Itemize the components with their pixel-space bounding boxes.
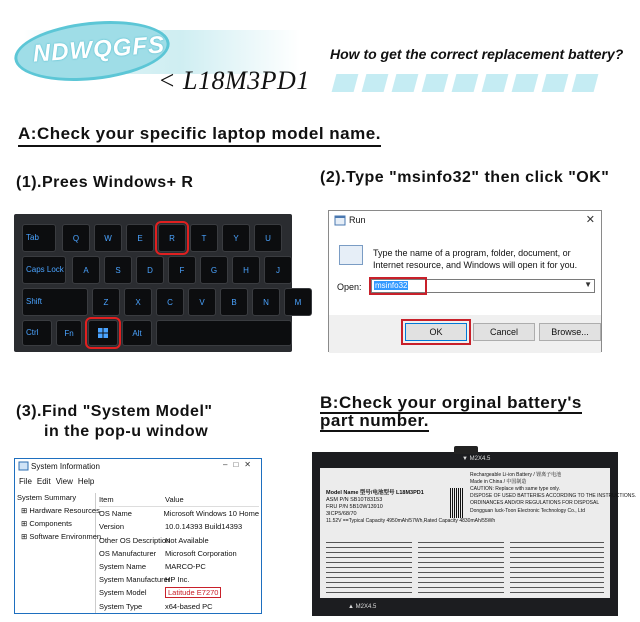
key-d: D [136,256,164,284]
battery-asm-pn: ASM P/N SB10T83153 [326,497,383,503]
row-item: System Model [99,588,147,598]
tree-item-hardware[interactable]: ⊞ Hardware Resources [21,506,100,515]
step3-title [16,402,212,442]
battery-fru-pn: FRU P/N 5B10W13910 [326,504,383,510]
key-v: V [188,288,216,316]
section-b-title [320,394,582,430]
table-row[interactable] [99,547,259,560]
cancel-button[interactable]: Cancel [473,323,535,341]
section-a-title: A:Check your specific laptop model name. [18,124,381,147]
key-u: U [254,224,282,252]
barcode-icon [450,488,464,518]
row-item: Other OS Description [99,535,171,545]
windows-logo-icon [98,328,108,338]
menu-view[interactable]: View [55,477,73,486]
step3-line2: in the pop-u window [44,423,209,440]
tree-item-label: Hardware Resources [29,506,100,515]
key-m: M [284,288,312,316]
row-value: 10.0.14393 Build14393 [165,522,243,532]
key-r: R [158,224,186,252]
brand-logo: NDWQGFS [32,31,166,68]
row-value: Microsoft Corporation [165,548,237,558]
key-g: G [200,256,228,284]
row-item: Version [99,522,125,532]
battery-manufacturer: Dongguan Iuck-Toon Electronic Technology Co., Ltd [470,508,585,514]
open-input-value: msinfo32 [375,281,408,290]
key-fn: Fn [56,320,82,346]
battery-disposal: DISPOSE OF USED BATTERIES ACCORDING TO THE INSTRUCTIONS. [470,493,637,499]
system-model-value: Latitude E7270 [165,587,221,598]
tree-item-components[interactable]: ⊞ Components [21,519,72,528]
decor-tile [362,74,389,92]
table-row[interactable] [99,600,259,613]
key-w: W [94,224,122,252]
ok-button[interactable]: OK [405,323,467,341]
key-f: F [168,256,196,284]
table-row[interactable] [99,534,259,547]
step1-title: (1).Prees Windows+ R [16,174,194,191]
run-title: Run [349,215,366,225]
row-item: System Name [99,562,147,572]
screw-mark-top: ▼ M2X4.5 [462,456,491,462]
run-dialog [328,210,602,352]
key-x: X [124,288,152,316]
key-j: J [264,256,292,284]
decor-tile [512,74,539,92]
menu-edit[interactable]: Edit [36,477,51,486]
table-row[interactable] [99,573,259,586]
sys-title: System Information [31,461,100,471]
header-item: Item [99,495,114,505]
warning-text-block [418,538,504,594]
battery-made-in: Made in China / 中国制造 [470,479,527,485]
sys-menubar [19,477,94,486]
run-button-bar [329,315,601,353]
warning-text-block [510,538,604,594]
tree-item-label: Components [29,519,72,528]
table-header [99,493,259,507]
screw-mark-bottom: ▲ M2X4.5 [348,604,377,610]
key-ctrl: Ctrl [22,320,52,346]
battery-capacity: 11.52V ==Typical Capacity 4950mAh/57Wh,Rated Capacity 4830mAh/55Wh [326,518,496,524]
key-z: Z [92,288,120,316]
section-b-line1: B:Check your orginal battery's [320,393,582,412]
table-row[interactable] [99,520,259,533]
battery-label [320,468,637,598]
row-value: Microsoft Windows 10 Home [163,509,259,519]
row-value: Not Available [165,535,209,545]
table-row[interactable] [99,560,259,573]
tree-item-label: Software Environmen [29,532,102,541]
table-row[interactable] [99,507,259,520]
battery-rechargeable: Rechargeable Li-ion Battery / 锂离子电池 [470,472,562,478]
decor-tile [482,74,509,92]
run-app-icon [335,216,345,225]
key-c: C [156,288,184,316]
battery-photo [312,452,637,616]
tree-item-software[interactable]: ⊞ Software Environmen [21,532,102,541]
key-y: Y [222,224,250,252]
key-q: Q [62,224,90,252]
key-t: T [190,224,218,252]
run-description: Type the name of a program, folder, document, or Internet resource, and Windows will open it for you. [373,248,578,270]
row-value: x64-based PC [165,601,213,611]
decor-tile [332,74,359,92]
key-tab: Tab [22,224,56,252]
row-item: System Manufacturer [99,575,171,585]
key-caps-lock: Caps Lock [22,256,66,284]
close-icon[interactable]: ✕ [585,214,595,226]
step2-title: (2).Type "msinfo32" then click "OK" [320,169,610,186]
step3-line1: (3).Find "System Model" [16,403,213,420]
battery-cells: 3ICP5/68/70 [326,511,357,517]
sys-tree [17,493,102,613]
run-program-icon [339,245,363,265]
row-item: OS Name [99,509,132,519]
decor-tile [452,74,479,92]
keyboard-photo [14,214,302,352]
battery-caution: CAUTION: Replace with same type only. [470,486,560,492]
decor-tile [392,74,419,92]
sys-table [99,493,259,613]
howto-heading: How to get the correct replacement battery? [330,46,624,62]
section-b-line2: part number. [320,411,429,430]
key-b: B [220,288,248,316]
input-highlight [369,277,427,295]
warning-text-block [326,538,412,594]
sysinfo-app-icon [19,462,28,470]
key-a: A [72,256,100,284]
key-space [156,320,292,346]
key-s: S [104,256,132,284]
browse-button[interactable]: Browse... [539,323,601,341]
model-title: < L18M3PD1 [158,66,310,95]
key-e: E [126,224,154,252]
key-alt: Alt [122,320,152,346]
menu-file[interactable]: File [19,477,32,486]
key-h: H [232,256,260,284]
row-value: HP Inc. [165,575,190,585]
key-n: N [252,288,280,316]
tree-item-summary[interactable]: System Summary [17,493,77,502]
decor-tile [542,74,569,92]
header-value: Value [165,495,184,505]
row-item: OS Manufacturer [99,548,157,558]
key-shift: Shift [22,288,88,316]
open-label: Open: [337,282,362,292]
row-value: MARCO-PC [165,562,206,572]
ok-highlight [401,319,471,345]
battery-connector [454,446,478,454]
decor-tile [572,74,599,92]
key-windows [88,320,118,346]
menu-help[interactable]: Help [77,477,95,486]
chevron-down-icon[interactable]: ▼ [584,280,592,289]
decor-tiles [334,74,596,92]
row-item: System Type [99,601,143,611]
battery-ordinances: ORDINANCES AND/OR REGULATIONS FOR DISPOSAL [470,500,600,506]
system-info-window [14,458,262,614]
table-row[interactable] [99,586,259,599]
run-titlebar [335,215,366,225]
window-controls[interactable]: –□✕ [223,460,257,469]
battery-model-name: Model Name 型号/电池型号 L18M3PD1 [326,490,424,496]
decor-tile [422,74,449,92]
